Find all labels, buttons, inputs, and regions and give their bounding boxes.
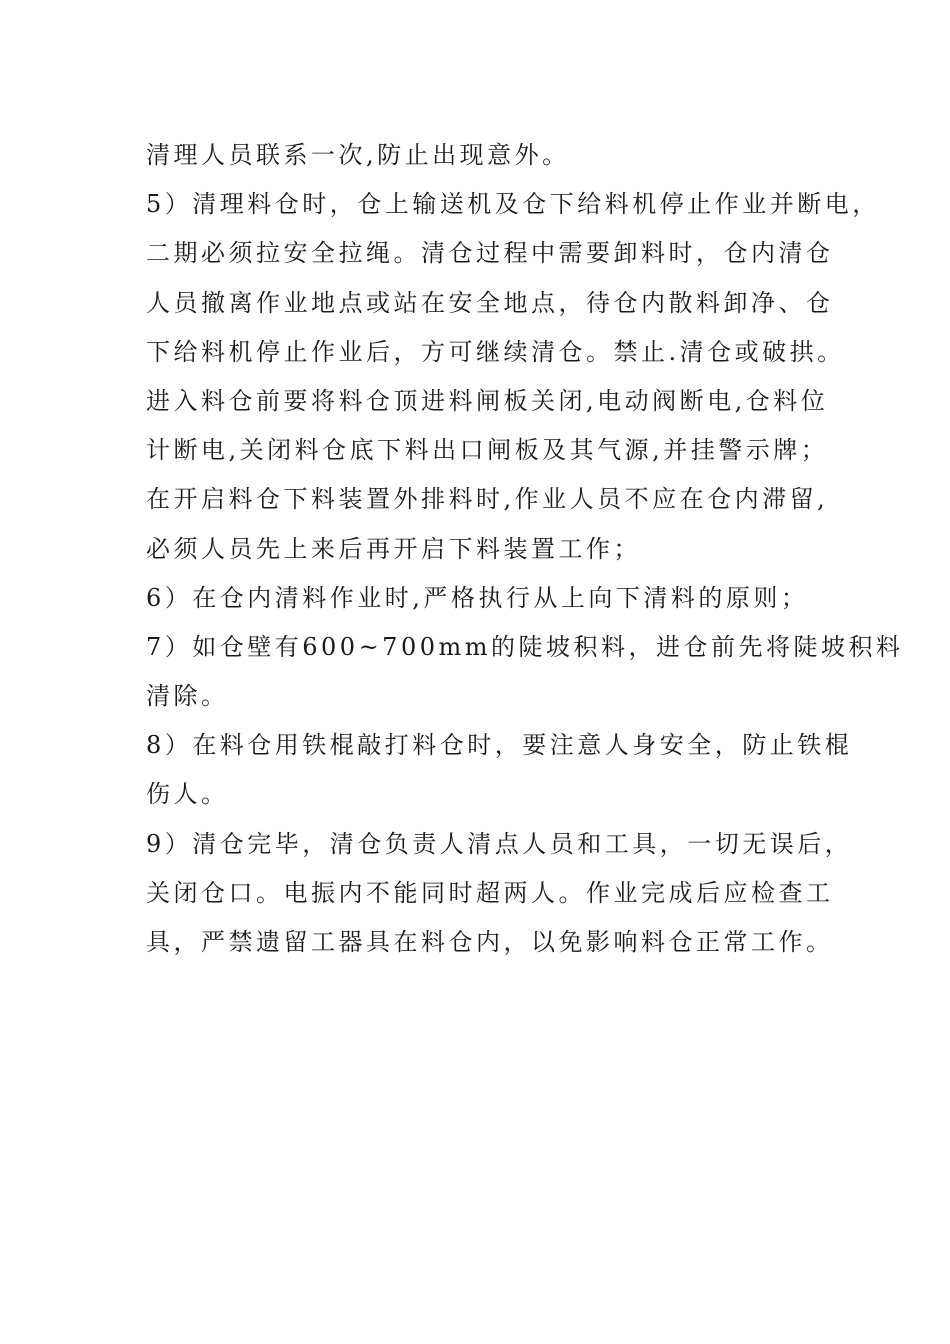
text-line: 9）清仓完毕，清仓负责人清点人员和工具，一切无误后，	[146, 829, 853, 858]
text-line: 关闭仓口。电振内不能同时超两人。作业完成后应检查工	[146, 878, 834, 907]
text-line: 必须人员先上来后再开启下料装置工作；	[146, 534, 641, 563]
text-line: 清除。	[146, 682, 229, 711]
text-line: 下给料机停止作业后，方可继续清仓。禁止.清仓或破拱。	[146, 337, 845, 366]
text-line: 二期必须拉安全拉绳。清仓过程中需要卸料时，仓内清仓	[146, 239, 834, 268]
text-line: 清理人员联系一次,防止出现意外。	[146, 141, 570, 169]
text-line: 具，严禁遗留工器具在料仓内，以免影响料仓正常工作。	[146, 928, 834, 956]
text-line: 在开启料仓下料装置外排料时,作业人员不应在仓内滞留,	[146, 485, 829, 514]
text-line: 6）在仓内清料作业时,严格执行从上向下清料的原则；	[146, 583, 809, 612]
text-line: 计断电,关闭料仓底下料出口闸板及其气源,并挂警示牌；	[146, 436, 829, 465]
text-line: 7）如仓壁有600~700mm的陡坡积料，进仓前先将陡坡积料	[146, 632, 904, 661]
text-line: 5）清理料仓时，仓上输送机及仓下给料机停止作业并断电，	[146, 190, 880, 219]
document-body	[146, 131, 904, 967]
text-line: 8）在料仓用铁棍敲打料仓时，要注意人身安全，防止铁棍	[146, 731, 853, 760]
text-line: 人员撤离作业地点或站在安全地点，待仓内散料卸净、仓	[146, 288, 834, 317]
text-line: 进入料仓前要将料仓顶进料闸板关闭,电动阀断电,仓料位	[146, 386, 829, 415]
text-line: 伤人。	[146, 780, 229, 809]
